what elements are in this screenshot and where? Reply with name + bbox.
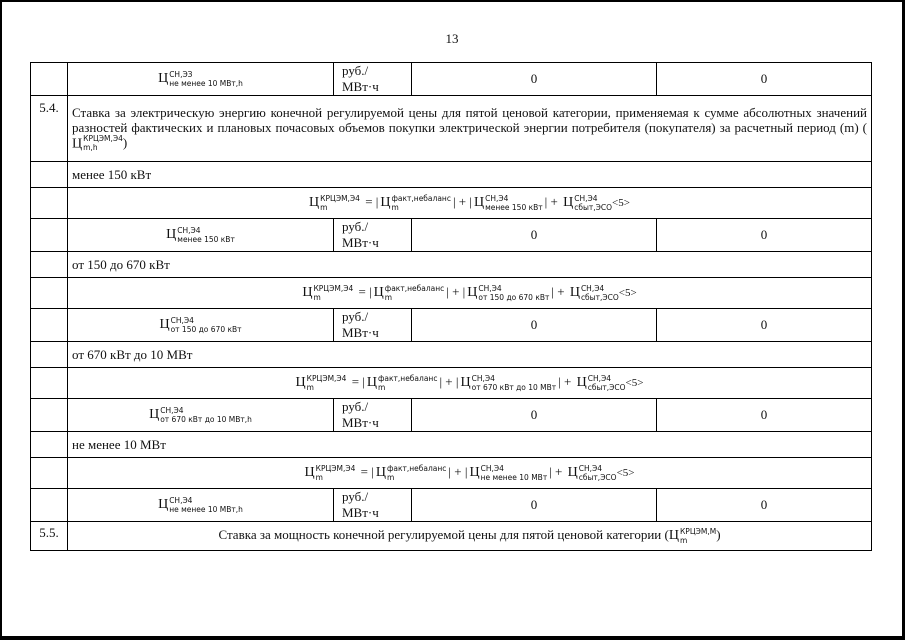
unit-cell: руб./ МВт·ч (334, 219, 412, 252)
unit-cell: руб./ МВт·ч (334, 489, 412, 522)
formula: Ц КРЦЭМ,Э4 m = | Ц факт,небаланс m | + | Ц СН,Э4 от 150 до 670 кВт | + Ц СН,Э4 сбыт,ЭСО <5> (302, 283, 637, 302)
table-row (31, 219, 872, 252)
formula: Ц КРЦЭМ,Э4 m = | Ц факт,небаланс m | + | Ц СН,Э4 менее 150 кВт | + Ц СН,Э4 сбыт,ЭСО <5> (309, 193, 630, 212)
value-cell: 0 (657, 63, 872, 96)
section-row-5-5 (31, 522, 872, 551)
table-row (31, 309, 872, 342)
symbol-cell (68, 489, 334, 522)
value-cell: 0 (657, 399, 872, 432)
tariff-symbol: Ц СН,Э4 от 670 кВт до 10 МВт,h (149, 405, 252, 424)
table-row (31, 489, 872, 522)
value-cell: 0 (412, 219, 657, 252)
tariff-symbol: Ц СН,Э4 от 150 до 670 кВт (159, 315, 242, 334)
symbol-cell (68, 399, 334, 432)
symbol-cell (68, 63, 334, 96)
tariff-table (30, 62, 872, 551)
tariff-symbol: Ц СН,ЭЗ не менее 10 МВт,h (158, 69, 243, 88)
value-cell: 0 (412, 489, 657, 522)
symbol-cell (68, 309, 334, 342)
group-label: от 670 кВт до 10 МВт (68, 342, 872, 368)
title-symbol: Ц КРЦЭМ,М m (668, 526, 717, 545)
group-label-row (31, 252, 872, 278)
table-row (31, 63, 872, 96)
formula: Ц КРЦЭМ,Э4 m = | Ц факт,небаланс m | + | Ц СН,Э4 от 670 кВт до 10 МВт | + Ц СН,Э4 сбыт,ЭСО <5> (295, 373, 644, 392)
group-label: менее 150 кВт (68, 162, 872, 188)
page-border-top (0, 0, 905, 2)
tariff-symbol: Ц СН,Э4 не менее 10 МВт,h (158, 495, 243, 514)
group-label-row (31, 432, 872, 458)
formula-cell (68, 278, 872, 309)
value-cell: 0 (412, 63, 657, 96)
group-label: не менее 10 МВт (68, 432, 872, 458)
table-row (31, 399, 872, 432)
group-label: от 150 до 670 кВт (68, 252, 872, 278)
formula: Ц КРЦЭМ,Э4 m = | Ц факт,небаланс m | + | Ц СН,Э4 не менее 10 МВт | + Ц СН,Э4 сбыт,ЭСО <5> (304, 463, 635, 482)
section-number: 5.5. (31, 522, 68, 551)
value-cell: 0 (657, 489, 872, 522)
section-description: Ставка за электрическую энергию конечной регулируемой цены для пятой ценовой категории, применяемая к сумме абсолютных значений разностей фактических и плановых почасовых объемов покупки электрической энергии потребителя (покупателя) за расчетный период (m) (Ц КРЦЭМ,Э4 m,h ) (68, 96, 872, 162)
section-row-5-4 (31, 96, 872, 162)
unit-cell: руб./ МВт·ч (334, 63, 412, 96)
symbol-cell (68, 219, 334, 252)
group-label-row (31, 342, 872, 368)
value-cell: 0 (657, 309, 872, 342)
unit-cell: руб./ МВт·ч (334, 309, 412, 342)
formula-row (31, 458, 872, 489)
unit-cell: руб./ МВт·ч (334, 399, 412, 432)
formula-cell (68, 368, 872, 399)
page-border-left (0, 0, 2, 640)
group-label-row (31, 162, 872, 188)
value-cell: 0 (412, 309, 657, 342)
number-cell (31, 63, 68, 96)
formula-row (31, 278, 872, 309)
page-border-bottom (0, 636, 905, 640)
formula-cell (68, 458, 872, 489)
section-title: Ставка за мощность конечной регулируемой цены для пятой ценовой категории (Ц КРЦЭМ,М m ) (68, 522, 872, 551)
tariff-symbol: Ц СН,Э4 менее 150 кВт (166, 225, 235, 244)
value-cell: 0 (412, 399, 657, 432)
description-symbol: Ц КРЦЭМ,Э4 m,h (72, 134, 123, 153)
formula-row (31, 368, 872, 399)
value-cell: 0 (657, 219, 872, 252)
section-number: 5.4. (31, 96, 68, 162)
page-number: 13 (445, 31, 459, 46)
formula-row (31, 188, 872, 219)
formula-cell (68, 188, 872, 219)
